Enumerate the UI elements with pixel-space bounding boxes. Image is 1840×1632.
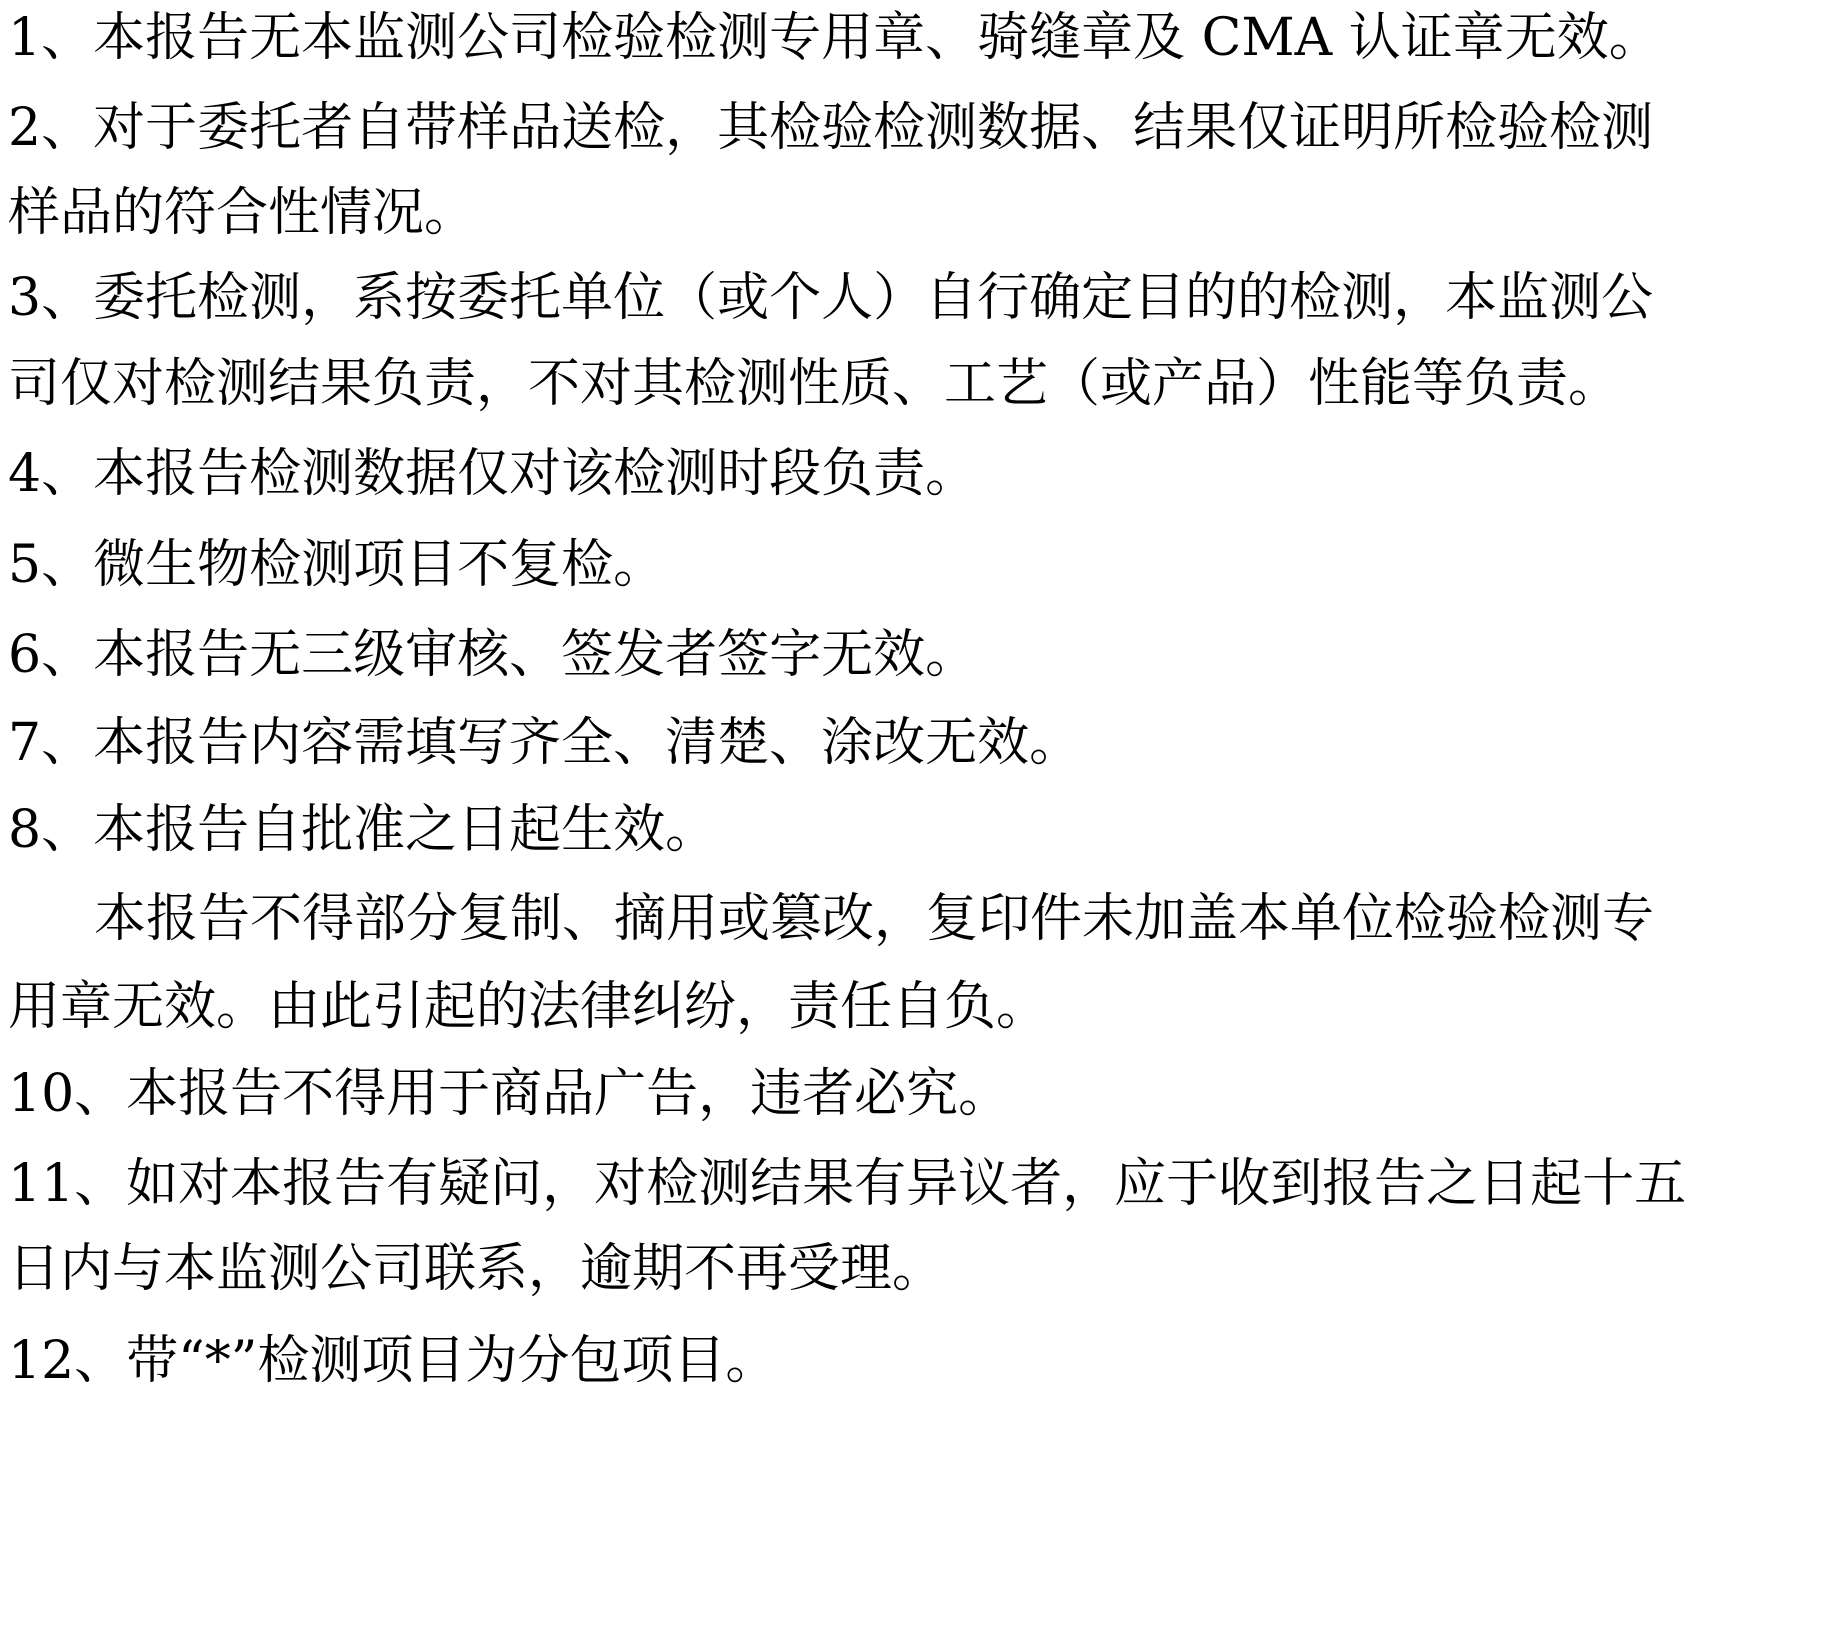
clause-5-line: 5、微生物检测项目不复检。 [8, 535, 666, 595]
clause-2-line-1: 2、对于委托者自带样品送检，其检验检测数据、结果仅证明所检验检测 [8, 98, 1654, 158]
clause-7-line: 7、本报告内容需填写齐全、清楚、涂改无效。 [8, 713, 1082, 773]
clause-12-line: 12、带“*”检测项目为分包项目。 [8, 1331, 778, 1391]
clause-6-line: 6、本报告无三级审核、签发者签字无效。 [8, 625, 978, 685]
clause-9-line-2: 用章无效。由此引起的法律纠纷，责任自负。 [8, 977, 1049, 1037]
clause-2-line-2: 样品的符合性情况。 [8, 183, 477, 243]
clause-9-line-1: 本报告不得部分复制、摘用或篡改，复印件未加盖本单位检验检测专 [94, 889, 1655, 949]
clause-3-line-2: 司仅对检测结果负责，不对其检测性质、工艺（或产品）性能等负责。 [8, 354, 1621, 414]
clause-11-line-2: 日内与本监测公司联系，逾期不再受理。 [8, 1239, 945, 1299]
clause-1-line: 1、本报告无本监测公司检验检测专用章、骑缝章及 CMA 认证章无效。 [8, 8, 1661, 68]
clause-10-line: 10、本报告不得用于商品广告，违者必究。 [8, 1064, 1011, 1124]
clause-8-line: 8、本报告自批准之日起生效。 [8, 800, 718, 860]
clause-3-line-1: 3、委托检测，系按委托单位（或个人）自行确定目的的检测，本监测公 [8, 268, 1654, 328]
clause-11-line-1: 11、如对本报告有疑问，对检测结果有异议者，应于收到报告之日起十五 [8, 1154, 1687, 1214]
clause-4-line: 4、本报告检测数据仅对该检测时段负责。 [8, 444, 978, 504]
